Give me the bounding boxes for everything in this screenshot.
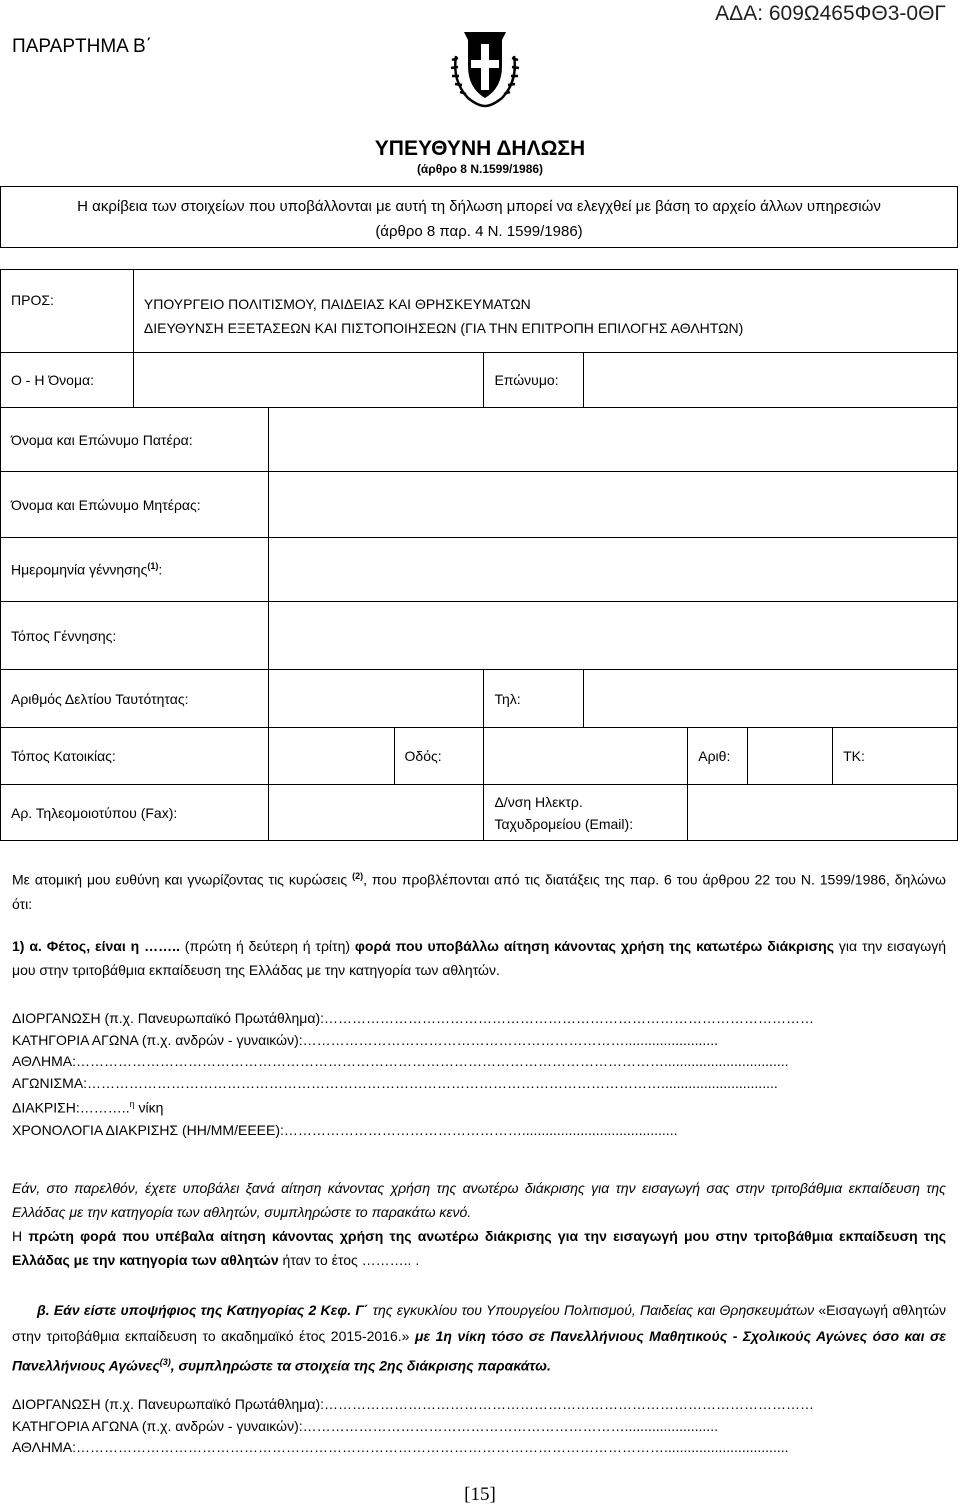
to-label: ΠΡΟΣ: [1,270,134,353]
footnote-3: (3) [159,1357,171,1367]
name-label: Ο - Η Όνομα: [1,353,134,408]
organization-field[interactable]: ΔΙΟΡΓΑΝΩΣΗ (π.χ. Πανευρωπαϊκό Πρωτάθλημα):…………………………………………………………………………………………… [12,1010,815,1026]
annex-label: ΠΑΡΑΡΤΗΜΑ Β΄ [12,36,153,57]
item-b-mid: της εγκυκλίου του Υπουργείου Πολιτισμού, Παιδείας και Θρησκευμάτων [368,1302,815,1318]
item-1-bold: φορά που υποβάλλω αίτηση κάνοντας χρήση της κατωτέρω διάκρισης [354,938,835,954]
email-field[interactable] [688,785,958,841]
distinction-suffix: νίκη [134,1100,164,1117]
declaration-text-a: Με ατομική μου ευθύνη και γνωρίζοντας τις κυρώσεις [12,871,348,888]
document-title: ΥΠΕΥΘΥΝΗ ΔΗΛΩΣΗ [374,137,586,160]
item-b-lead: β. Εάν είστε υποψήφιος της Κατηγορίας 2 Κεφ. Γ΄ [37,1302,369,1318]
first-time-paragraph [12,1224,946,1272]
id-number-label: Αριθμός Δελτίου Ταυτότητας: [1,670,269,728]
number-label: Αριθ: [688,728,748,785]
greek-coat-of-arms-icon [446,26,524,110]
italic-note: Εάν, στο παρελθόν, έχετε υποβάλει ξανά αίτηση κάνοντας χρήση της ανωτέρω διάκρισης για την εισαγωγή σας στην τριτοβάθμια εκπαίδευση της Ελλάδας με την κατηγορία των αθλητών, συμπληρώστε το παρακάτω κενό. [12,1180,946,1220]
intro-box [0,186,958,248]
item-b-quote: «Εισαγωγή αθλητών στην τριτοβάθμια εκπαίδευση το ακαδημαϊκό έτος 2015-2016.» [12,1302,946,1344]
declaration-text-b: , που προβλέπονται από τις διατάξεις της παρ. 6 του άρθρου 22 του Ν. 1599/1986, δηλώνω ότι: [12,871,946,912]
distinction-field[interactable] [12,1094,946,1119]
to-recipient [133,270,957,353]
mother-field[interactable] [268,472,957,538]
residence-label: Τόπος Κατοικίας: [1,728,269,785]
street-field[interactable] [484,728,688,785]
number-field[interactable] [748,728,833,785]
fields-block-1 [12,1008,946,1141]
street-label: Οδός: [394,728,484,785]
sport-field-2[interactable]: ΑΘΛΗΜΑ:………………………………………………………………………………………………………………................................ [12,1439,789,1456]
distinction-sup: η [129,1099,135,1110]
to-line-2: ΔΙΕΥΘΥΝΣΗ ΕΞΕΤΑΣΕΩΝ ΚΑΙ ΠΙΣΤΟΠΟΙΗΣΕΩΝ (ΓΙΑ ΤΗΝ ΕΠΙΤΡΟΠΗ ΕΠΙΛΟΓΗΣ ΑΘΛΗΤΩΝ) [143,320,744,336]
distinction-date-field[interactable]: ΧΡΟΝΟΛΟΓΙΑ ΔΙΑΚΡΙΣΗΣ (ΗΗ/ΜΜ/ΕΕΕΕ):……………………………………………........................................ [12,1121,678,1138]
birthdate-colon: : [158,561,163,578]
sport-field[interactable]: ΑΘΛΗΜΑ:………………………………………………………………………………………………………………................................ [12,1053,789,1070]
intro-line-1: Η ακρίβεια των στοιχείων που υποβάλλονται με αυτή τη δήλωση μπορεί να ελεγχθεί με βάση το αρχείο άλλων υπηρεσιών [77,198,881,215]
id-number-field[interactable] [268,670,484,728]
surname-label: Επώνυμο: [484,353,584,408]
first-time-tail: ήταν το έτος ……….. . [278,1252,420,1268]
email-label-line-1: Δ/νση Ηλεκτρ. [494,793,583,810]
ada-code: ΑΔΑ: 609Ω465ΦΘ3-0ΘΓ [715,2,946,25]
item-b-bold-italic: με 1η νίκη τόσο σε Πανελλήνιους Μαθητικούς - Σχολικούς Αγώνες όσο και σε Πανελλήνιους Αγώνες [12,1328,947,1374]
item-1-tail: για την εισαγωγή μου στην τριτοβάθμια εκπαίδευση της Ελλάδας με την κατηγορία των αθλητών. [12,938,946,978]
to-line-1: ΥΠΟΥΡΓΕΙΟ ΠΟΛΙΤΙΣΜΟΥ, ΠΑΙΔΕΙΑΣ ΚΑΙ ΘΡΗΣΚΕΥΜΑΤΩΝ [143,296,531,312]
footnote-2: (2) [352,871,364,881]
residence-field[interactable] [268,728,394,785]
footnote-1: (1) [147,561,159,572]
father-field[interactable] [268,408,957,472]
item-1-paragraph [12,934,946,982]
event-field[interactable]: ΑΓΩΝΙΣΜΑ:…………………………………………………………………………………………………………….............................. [12,1074,778,1091]
category-field[interactable]: ΚΑΤΗΓΟΡΙΑ ΑΓΩΝΑ (π.χ. ανδρών - γυναικών):……………………………………………………………........................ [12,1031,718,1048]
page-number: [15] [464,1484,496,1505]
birthplace-label: Τόπος Γέννησης: [1,602,269,670]
first-time-bold: πρώτη φορά που υπέβαλα αίτηση κάνοντας χρήση της ανωτέρω διάκρισης για την εισαγωγή μου στην τριτοβάθμια εκπαίδευση της Ελλάδας με την κατηγορία των αθλητών [12,1228,946,1268]
document-subtitle: (άρθρο 8 Ν.1599/1986) [416,162,544,176]
zip-label: ΤΚ: [833,728,958,785]
birthdate-text: Ημερομηνία γέννησης [11,561,148,578]
item-1-mid: (πρώτη ή δεύτερη ή τρίτη) [179,938,355,954]
birthplace-field[interactable] [268,602,957,670]
fields-block-2 [12,1394,946,1459]
phone-label: Τηλ: [484,670,584,728]
fax-label: Αρ. Τηλεομοιοτύπου (Fax): [1,785,269,841]
birthdate-label [1,538,269,602]
intro-line-2: (άρθρο 8 παρ. 4 Ν. 1599/1986) [375,223,583,240]
father-label: Όνομα και Επώνυμο Πατέρα: [1,408,269,472]
email-label-line-2: Ταχυδρομείου (Email): [494,815,634,832]
mother-label: Όνομα και Επώνυμο Μητέρας: [1,472,269,538]
email-label [484,785,688,841]
declaration-paragraph [12,864,946,916]
surname-field[interactable] [584,353,958,408]
name-field[interactable] [133,353,484,408]
birthdate-field[interactable] [268,538,957,602]
first-time-a: Η [12,1228,29,1244]
category-field-2[interactable]: ΚΑΤΗΓΟΡΙΑ ΑΓΩΝΑ (π.χ. ανδρών - γυναικών):……………………………………………………………........................ [12,1417,718,1434]
declaration-form [0,269,958,841]
organization-field-2[interactable]: ΔΙΟΡΓΑΝΩΣΗ (π.χ. Πανευρωπαϊκό Πρωτάθλημα):…………………………………………………………………………………………… [12,1396,815,1412]
item-1-lead: 1) α. Φέτος, είναι η …….. [12,938,180,954]
fax-field[interactable] [268,785,484,841]
phone-field[interactable] [584,670,958,728]
item-b-paragraph [12,1297,946,1379]
item-b-end: , συμπληρώστε τα στοιχεία της 2ης διάκρισης παρακάτω. [170,1357,551,1374]
distinction-text: ΔΙΑΚΡΙΣΗ:……….. [12,1100,130,1117]
